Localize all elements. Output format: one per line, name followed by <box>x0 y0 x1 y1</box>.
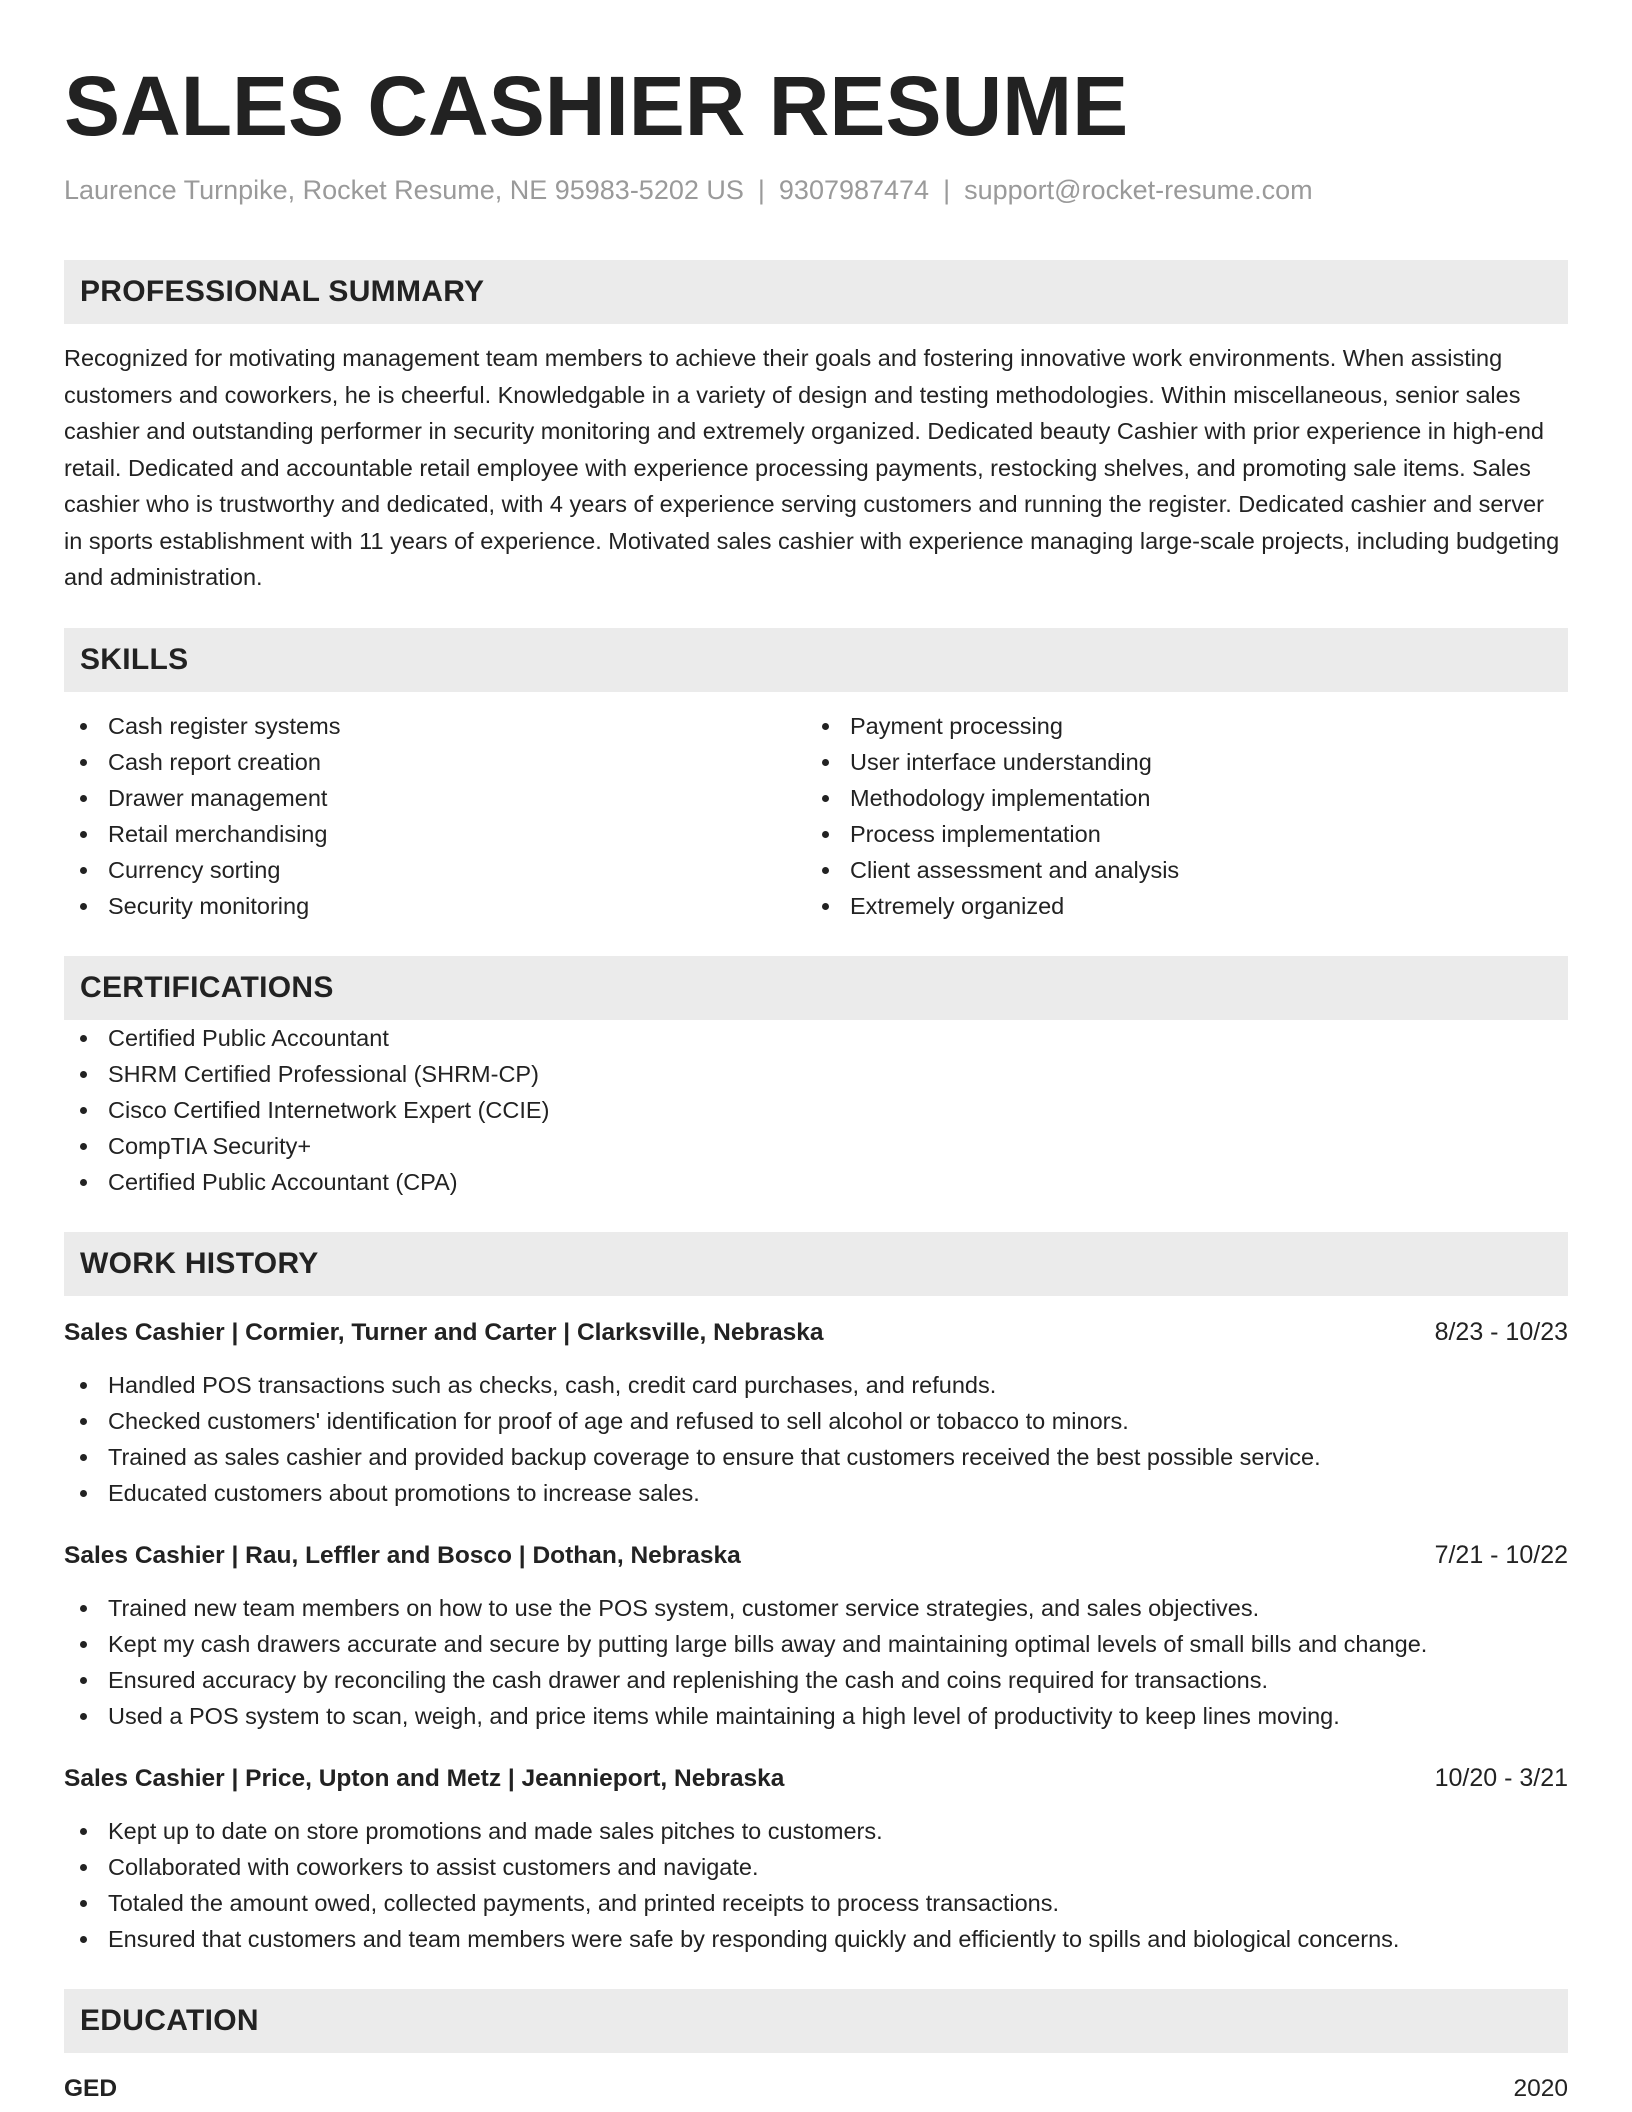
job-duty: Educated customers about promotions to increase sales. <box>64 1475 1568 1511</box>
resume-title: SALES CASHIER RESUME <box>64 59 1129 153</box>
job-title: Sales Cashier | Cormier, Turner and Carter | Clarksville, Nebraska <box>64 1318 824 1346</box>
skills-column-left <box>64 708 806 924</box>
job-dates: 10/20 - 3/21 <box>1434 1763 1568 1792</box>
job-duty: Totaled the amount owed, collected payments, and printed receipts to process transactions. <box>64 1885 1568 1921</box>
skill-item: Payment processing <box>806 708 1548 744</box>
certification-item: Cisco Certified Internetwork Expert (CCIE) <box>64 1092 1568 1128</box>
job-duty: Used a POS system to scan, weigh, and price items while maintaining a high level of productivity to keep lines moving. <box>64 1698 1568 1734</box>
skills-list-right <box>806 708 1548 924</box>
contact-line <box>64 172 1568 208</box>
job-header <box>64 1537 1568 1574</box>
skills-column-right <box>806 708 1548 924</box>
certification-item: Certified Public Accountant (CPA) <box>64 1164 1568 1200</box>
job-duty: Kept my cash drawers accurate and secure by putting large bills away and maintaining optimal levels of small bills and change. <box>64 1626 1568 1662</box>
job-duties-list <box>64 1813 1568 1957</box>
education-heading: EDUCATION <box>64 1989 1568 2053</box>
certification-item: SHRM Certified Professional (SHRM-CP) <box>64 1056 1568 1092</box>
skill-item: Process implementation <box>806 816 1548 852</box>
contact-separator: | <box>757 175 765 205</box>
summary-text: Recognized for motivating management team members to achieve their goals and fostering innovative work environments. When assisting customers and coworkers, he is cheerful. Knowledgable in a variety of design and testing methodologies. Within miscellaneous, senior sales cashier and outstanding performer in security monitoring and extremely organized. Dedicated beauty Cashier with prior experience in high-end retail. Dedicated and accountable retail employee with experience processing payments, restocking shelves, and promoting sale items. Sales cashier who is trustworthy and dedicated, with 4 years of experience serving customers and running the register. Dedicated cashier and server in sports establishment with 11 years of experience. Motivated sales cashier with experience managing large-scale projects, including budgeting and administration. <box>64 345 1560 590</box>
job-duty: Trained new team members on how to use the POS system, customer service strategies, and sales objectives. <box>64 1590 1568 1626</box>
contact-address: Laurence Turnpike, Rocket Resume, NE 95983-5202 US <box>64 175 744 205</box>
job-dates: 8/23 - 10/23 <box>1434 1317 1568 1346</box>
job-header <box>64 1760 1568 1797</box>
job-duty: Handled POS transactions such as checks, cash, credit card purchases, and refunds. <box>64 1367 1568 1403</box>
job-entry <box>64 1537 1568 1734</box>
job-duties-list <box>64 1590 1568 1734</box>
skill-item: Drawer management <box>64 780 806 816</box>
certification-item: CompTIA Security+ <box>64 1128 1568 1164</box>
skills-heading: SKILLS <box>64 628 1568 692</box>
contact-email: support@rocket-resume.com <box>964 175 1313 205</box>
job-duty: Ensured accuracy by reconciling the cash drawer and replenishing the cash and coins required for transactions. <box>64 1662 1568 1698</box>
skills-list-left <box>64 708 806 924</box>
resume-page <box>64 56 1568 2107</box>
summary-heading: PROFESSIONAL SUMMARY <box>64 260 1568 324</box>
contact-phone: 9307987474 <box>778 175 930 205</box>
job-duty: Checked customers' identification for proof of age and refused to sell alcohol or tobacco to minors. <box>64 1403 1568 1439</box>
job-duty: Trained as sales cashier and provided backup coverage to ensure that customers received the best possible service. <box>64 1439 1568 1475</box>
job-duty: Kept up to date on store promotions and made sales pitches to customers. <box>64 1813 1568 1849</box>
skill-item: Methodology implementation <box>806 780 1548 816</box>
work-history-heading: WORK HISTORY <box>64 1232 1568 1296</box>
skill-item: Currency sorting <box>64 852 806 888</box>
skill-item: Cash report creation <box>64 744 806 780</box>
job-duty: Ensured that customers and team members were safe by responding quickly and efficiently to spills and biological concerns. <box>64 1921 1568 1957</box>
certifications-list <box>64 1020 1568 1200</box>
education-degree: GED <box>64 2074 118 2102</box>
job-entry <box>64 1760 1568 1957</box>
education-year: 2020 <box>1513 2074 1568 2102</box>
job-title: Sales Cashier | Rau, Leffler and Bosco | Dothan, Nebraska <box>64 1541 741 1569</box>
skills-grid <box>64 708 1568 924</box>
job-dates: 7/21 - 10/22 <box>1434 1540 1568 1569</box>
skill-item: Extremely organized <box>806 888 1548 924</box>
contact-separator: | <box>943 175 951 205</box>
job-duty: Collaborated with coworkers to assist customers and navigate. <box>64 1849 1568 1885</box>
skill-item: Security monitoring <box>64 888 806 924</box>
job-title: Sales Cashier | Price, Upton and Metz | Jeannieport, Nebraska <box>64 1764 785 1792</box>
skill-item: Client assessment and analysis <box>806 852 1548 888</box>
certification-item: Certified Public Accountant <box>64 1020 1568 1056</box>
job-entry <box>64 1314 1568 1511</box>
job-header <box>64 1314 1568 1351</box>
job-duties-list <box>64 1367 1568 1511</box>
skill-item: Retail merchandising <box>64 816 806 852</box>
education-entry <box>64 2071 1568 2107</box>
skill-item: User interface understanding <box>806 744 1548 780</box>
certifications-heading: CERTIFICATIONS <box>64 956 1568 1020</box>
skill-item: Cash register systems <box>64 708 806 744</box>
